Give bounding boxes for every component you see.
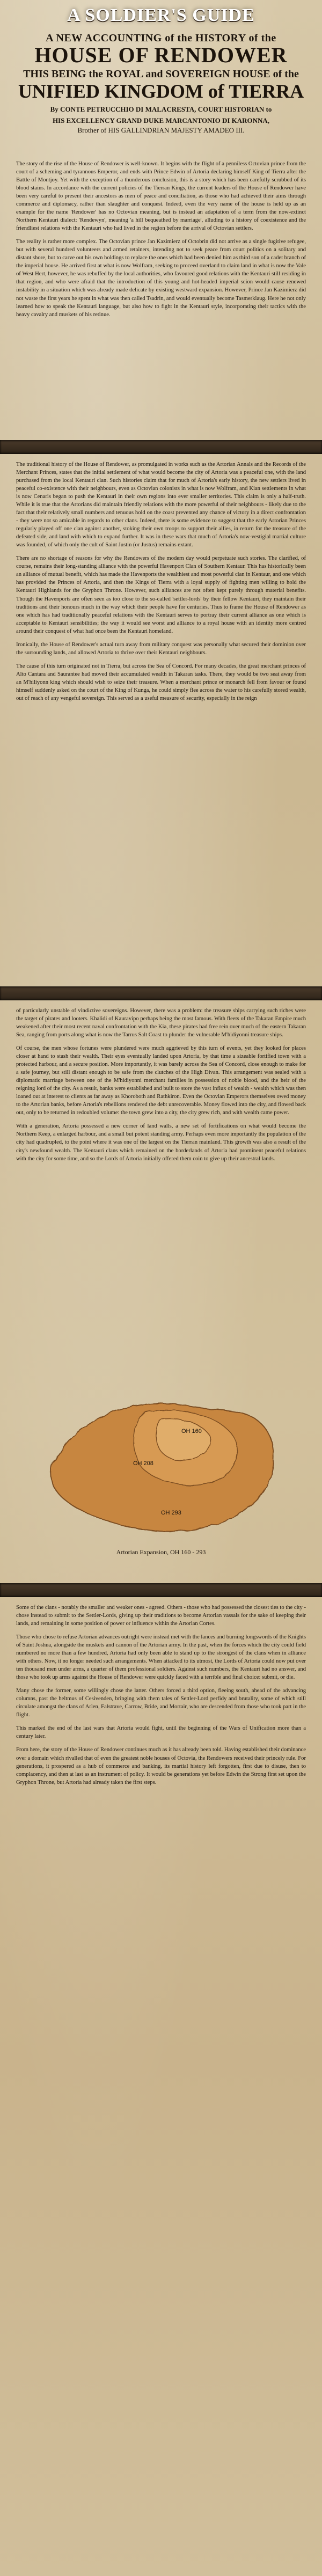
map-caption: Artorian Expansion, OH 160 - 293 xyxy=(116,1548,206,1556)
section-1 xyxy=(0,160,322,324)
paragraph: Many chose the former, some willingly chose the latter. Others forced a third option, fleeing south, ahead of the advancing columns, past the heltmus of Cesivenden, bringing with them tales of Settler-Lord perfidy and brutality, some of which still circulate amongst the clans of Arlen, Falstrave, Carrow, Bride, and Mortair, who are descended from those who took part in the flight. xyxy=(16,1688,306,1718)
paragraph: The reality is rather more complex. The Octovian prince Jan Kazimierz of Octobrin did not arrive as a single fugitive refugee, but with several hundred volunteers and armed retainers, intending not to seek peace from court politics on a solitary and distant shore, but to carve out his own holdings to replace the ones which had been denied him as third son of a cadet branch of the imperial house. He arrived first at what is now Wolfram, seeking to proceed overland to claim land in what is now the Vale of West Hert, however, he was rebuffed by the local authorities, who favoured good relations with the Kentauri still residing in that region, and who were afraid that the introduction of this young and hot-headed imperial scion would cause renewed instability in a situation which was already made delicate by existing westward expansion. However, Prince Jan Kazimierz did not waste the first years he spent in what was then called Tsadrin, and would eventually become Tasmerklaug. Here he not only learned how to speak the Kentauri language, but also how to fight in the Kentauri style, incorporating their tactics with the heavy cavalry and muskets of his retinue. xyxy=(16,239,306,318)
kingdom-title: UNIFIED KINGDOM of TIERRA xyxy=(18,80,304,102)
paragraph: of particularly unstable of vindictive sovereigns. However, there was a problem: the treasure ships carrying such riches were the target of pirates and looters. Khalidi of Kauravipo perhaps being the most famous. With fleets of the Takaran Empire much weakened after their most recent naval confrontation with the Kia, these pirates had free rein over much of the eastern Takaran Sea, ranging from ports along what is now the Tarrus Salt Coast to plunder the vulnerable M'hidiyonni treasure ships. xyxy=(16,1008,306,1038)
paragraph: This marked the end of the last wars that Artoria would fight, until the beginning of the Wars of Unification more than a century later. xyxy=(16,1725,306,1740)
document-header xyxy=(0,0,322,156)
map-label-a: OH 160 xyxy=(181,1428,202,1435)
map-label-b: OH 208 xyxy=(133,1460,153,1467)
section-divider xyxy=(0,440,322,454)
section-4 xyxy=(0,1604,322,1792)
paragraph: The traditional history of the House of Rendower, as promulgated in works such as the Artorian Annals and the Records of the Merchant Princes, states that the initial settlement of what would become the city of Artoria was a peaceful one, with the land purchased from the local Kentauri clan. Such histories claim that for much of Artoria's early history, the new settlers lived in peaceful co-existence with their neighbours, even as Octovian colonists in what is now Wolfram, and Kian settlements in what is now Cenaris began to push the Kentauri in their own regions into ever smaller territories. This claim is only a half-truth. While it is true that the Artorians did maintain friendly relations with the more powerful of their neighbours - likely due to the fact that their relatively small numbers and tenuous hold on the coast prevented any chance of victory in a direct confrontation - they were not so amicable in regards to other clans. Indeed, there is some evidence to suggest that the early Artorian Princes regularly played off one clan against another, stoking their own troops to support their allies, in return for the treasure of the defeated side, and land with which to expand further. It was in these wars that much of Artoria's now-vestigial martial culture was founded, of which only the cult of Saint Justin (or Justus) remains extant. xyxy=(16,462,306,548)
paragraph: With a generation, Artoria possessed a new corner of land walls, a new set of fortifications on what would become the Northern Keep, a enlarged harbour, and a small but potent standing army. Perhaps even more importantly the population of the city had quadrupled, to the point where it was one of the largest on the Tierran mainland. This growth was also a result of the city's newfound wealth. The Kentauri clans which remained on the borderlands of Artoria had prominent peaceful relations with the city for some time, and so the Lords of Artoria initially offered them coin to give up their ancestral lands. xyxy=(16,1123,306,1162)
house-title: HOUSE OF RENDOWER xyxy=(34,43,288,67)
paragraph: Ironically, the House of Rendower's actual turn away from military conquest was personally what secured their dominion over the surrounding lands, and allowed Artoria to thrive over their Kentauri neighbours. xyxy=(16,641,306,656)
author-line: By CONTE PETRUCCHIO DI MALACRESTA, COURT HISTORIAN to xyxy=(50,105,272,113)
subtitle-line-2: THIS BEING the ROYAL and SOVEREIGN HOUSE of the xyxy=(23,68,299,80)
paragraph: Those who chose to refuse Artorian advances outright were instead met with the lances and burning longswords of the Knights of Saint Joshua, alongside the muskets and cannon of the Artorian army. In the past, when the forces which the city could field numbered no more than a few hundred, Artoria had only been able to stand up to the strongest of the clans when in alliance with others. Now, it no longer needed such arrangements. When attacked to its utmost, the Lords of Artoria could now put over ten thousand men under arms, a quarter of them professional soldiers. Against such numbers, the Kentauri had no answer, and those who took up arms against the House of Rendower were quickly faced with a terrible and final choice: submit, or die. xyxy=(16,1634,306,1681)
author-line-3: Brother of HIS GALLINDRIAN MAJESTY AMADEO III. xyxy=(77,126,245,134)
paragraph: From here, the story of the House of Rendower continues much as it has already been told. Having established their dominance over a domain which rivalled that of even the greatest noble houses of Octovia, the Rendowers received their princely rule. For generations, it prospered as a hub of commerce and banking, its martial history left forgotten, first due to disuse, then to complacency, and then at last as an instrument of policy. It would be generations yet before Edwin the Strong first set upon the Gryphon Throne, but Artoria had already taken the first steps. xyxy=(16,1747,306,1785)
section-divider xyxy=(0,1583,322,1597)
section-divider xyxy=(0,986,322,1000)
subtitle-line: A NEW ACCOUNTING of the HISTORY of the xyxy=(46,32,276,44)
section-3 xyxy=(0,1007,322,1168)
author-line-2: HIS EXCELLENCY GRAND DUKE MARCANTONIO DI KARONNA, xyxy=(52,116,270,125)
paragraph: There are no shortage of reasons for why the Rendowers of the modern day would perpetuate such stories. The clarified, of course, remains their long-standing alliance with the powerful Havenport Clan of Southern Kentaur. This has historically been an alliance of mutual benefit, which has made the Havenports the wealthiest and most powerful clan in Kentaur, and one which has provided the Princes of Artoria, and then the Kings of Tierra with a loyal supply of fighting men willing to hold the Kentauri Highlands for the Gryphon Throne. However, such alliances are not often kept purely through material benefits. Though the Havenports are often seen as too close to the so-called 'settler-lords' by their fellow Kentauri, they maintain their traditions and their honours much in the way which their people have for centuries. Thus to frame the House of Rendower as one which has had traditionally peaceful relations with the Kentauri serves to portray their current alliance as one which is acceptable to Kentauri sensibilities; the way it would see worst and alliance to a royal house with an identity more centred around their conquest of what had once been the Kentauri homeland. xyxy=(16,555,306,634)
paragraph: The cause of this turn originated not in Tierra, but across the Sea of Concord. For many decades, the great merchant princes of Alto Cantara and Saurantee had moved their accumulated wealth in Takaran tasks. There, they would be two seat away from an M'hiliyonn king which should wish to seize their treasure. When a merchant prince or monarch fell from favour or found himself suddenly asked on the court of the King of Kunga, he could simply flee across the water to his carefully stored wealth, out of reach of any vengeful sovereign. This served as a useful measure of security, especially in the reign xyxy=(16,663,306,701)
section-2 xyxy=(0,460,322,708)
expansion-map xyxy=(0,1374,322,1562)
map-graphic xyxy=(0,1374,322,1562)
guide-title: A SOLDIER'S GUIDE xyxy=(67,5,255,25)
paragraph: Some of the clans - notably the smaller and weaker ones - agreed. Others - those who had possessed the closest ties to the city - chose instead to submit to the Settler-Lords, giving up their traditions to become Artorian vassals for the sake of keeping their lands, and remaining in some position of power or influence within the Artorian Cortes. xyxy=(16,1605,306,1627)
map-label-c: OH 293 xyxy=(161,1510,181,1516)
paragraph: Of course, the men whose fortunes were plundered were much aggrieved by this turn of events, yet they looked for places closer at hand to stash their wealth. Their eyes eventually landed upon Artoria, by that time a sizeable fortified town with a protected harbour, and a secure position. More importantly, it was barely across the Sea of Concord, close enough to make for a safe journey, but still distant enough to be safe from the clutches of the High Divan. This arrangement was sealed with a diplomatic marriage between one of the M'hidiyonni merchant families in possession of noble blood, and the heir of the reigning lord of the city. As a result, banks were established and built to store the vast influx of wealth - wealth which was then loaned out at interest to clients as far away as Khoroboth and Rathkiron. Even the Octovian Emperors themselves owed money to the Artorian banks, before Artoria's rebellions rendered the debt unrecoverable. Money flowed into the city, and flowed back out, only to be returned in redoubled volume: the town grew into a city, the city grew rich, and with wealth came power. xyxy=(16,1045,306,1116)
paragraph: The story of the rise of the House of Rendower is well-known. It begins with the flight of a penniless Octovian prince from the court of a scheming and tyrannous Emperor, and ends with Prince Edwin of Artoria declaring himself King of Tierra after the Battle of Montjoy. Yet with the exception of a thunderous conclusion, this is a story which has been carefully scrubbed of its blood stains. In accordance with the current policies of the Tierran Kings, the current leaders of the House of Rendower have been very careful to present their ancestors as men of peace and conciliation, as those who had achieved their aims through commerce and diplomacy, rather than slaughter and conquest. Indeed, even the very name of the house is held up as an example for the name 'Rendower' has no Octovian meaning, but is instead an adaptation of a term from the now-extinct Northern Kentauri dialect: 'Rendewyn', meaning 'a hill bequeathed by marriage', alluding to a history of coexistence and the friendliest relations with the Kentauri who had lived in the region before the arrival of Octovian settlers. xyxy=(16,161,306,232)
